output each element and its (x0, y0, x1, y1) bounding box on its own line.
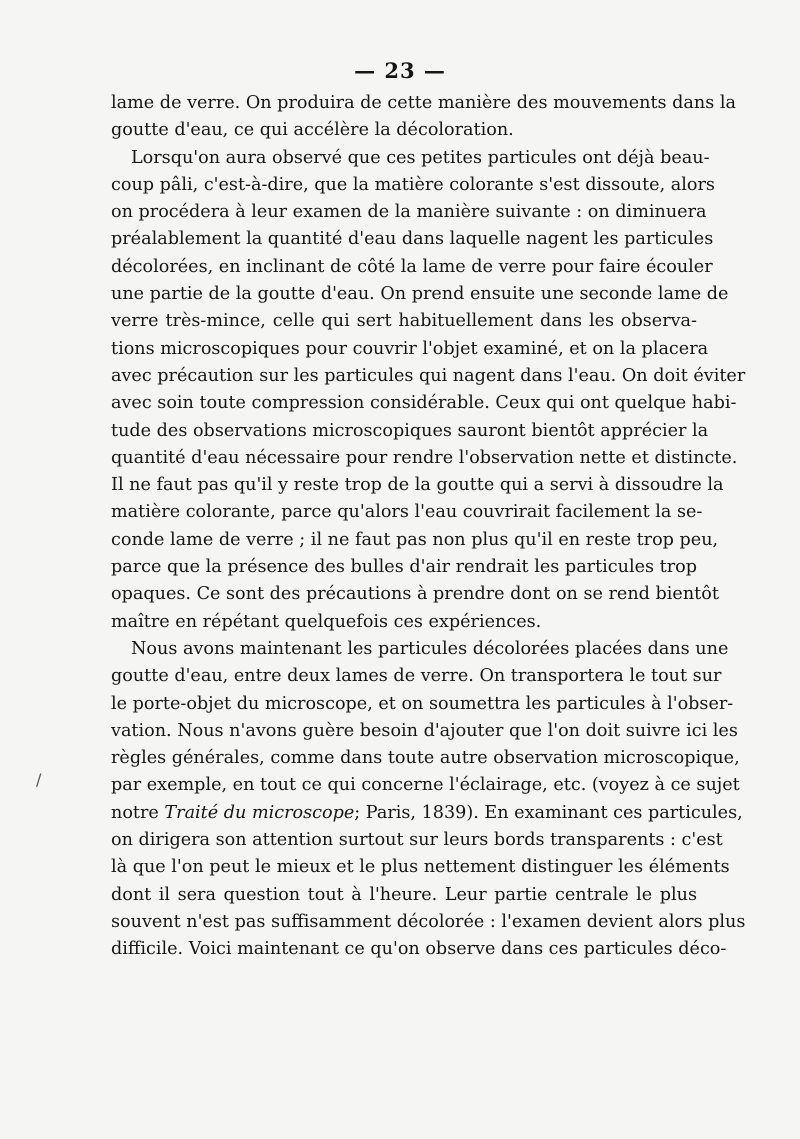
text-line: goutte d'eau, ce qui accélère la décoloration. (111, 120, 514, 141)
text-line: matière colorante, parce qu'alors l'eau couvrirait facilement la se- (111, 502, 703, 523)
text-line: coup pâli, c'est-à-dire, que la matière colorante s'est dissoute, alors (111, 174, 715, 195)
text-line: par exemple, en tout ce qui concerne l'éclairage, etc. (voyez à ce sujet (111, 775, 740, 796)
text-line: vation. Nous n'avons guère besoin d'ajouter que l'on doit suivre ici les (111, 720, 738, 741)
text-line: verre très-mince, celle qui sert habituellement dans les observa- (111, 311, 697, 332)
text-line: tions microscopiques pour couvrir l'objet examiné, et on la placera (111, 338, 709, 359)
body-text (111, 90, 746, 964)
text-line: souvent n'est pas suffisamment décolorée : l'examen devient alors plus (111, 911, 746, 932)
text-line: avec précaution sur les particules qui nagent dans l'eau. On doit éviter (111, 365, 746, 386)
text-line: on dirigera son attention surtout sur leurs bords transparents : c'est (111, 830, 723, 851)
page-number: — 23 — (354, 58, 446, 83)
text-line: maître en répétant quelquefois ces expériences. (111, 611, 542, 632)
text-line: Lorsqu'on aura observé que ces petites particules ont déjà beau- (131, 147, 710, 168)
text-line: dont il sera question tout à l'heure. Leur partie centrale le plus (111, 884, 697, 905)
text-line: tude des observations microscopiques sauront bientôt apprécier la (111, 420, 709, 441)
text-line: Nous avons maintenant les particules décolorées placées dans une (131, 638, 729, 659)
text-line: règles générales, comme dans toute autre observation microscopique, (111, 748, 740, 769)
text-line: lame de verre. On produira de cette manière des mouvements dans la (111, 93, 736, 113)
text-line: Il ne faut pas qu'il y reste trop de la goutte qui a servi à dissoudre la (111, 475, 724, 496)
text-line: goutte d'eau, entre deux lames de verre. On transportera le tout sur (111, 666, 722, 687)
text-line: notre Traité du microscope; Paris, 1839). En examinant ces particules, (111, 802, 743, 823)
text-line: opaques. Ce sont des précautions à prendre dont on se rend bientôt (111, 584, 719, 605)
text-line: avec soin toute compression considérable. Ceux qui ont quelque habi- (111, 393, 737, 414)
text-line: conde lame de verre ; il ne faut pas non plus qu'il en reste trop peu, (111, 529, 719, 550)
text-line: le porte-objet du microscope, et on soumettra les particules à l'obser- (111, 693, 734, 714)
text-line: parce que la présence des bulles d'air rendrait les particules trop (111, 557, 697, 578)
margin-mark: / (36, 770, 42, 789)
text-line: là que l'on peut le mieux et le plus nettement distinguer les éléments (111, 857, 730, 878)
text-line: décolorées, en inclinant de côté la lame de verre pour faire écouler (111, 256, 713, 277)
text-line: une partie de la goutte d'eau. On prend ensuite une seconde lame de (111, 284, 729, 305)
text-line: préalablement la quantité d'eau dans laquelle nagent les particules (111, 229, 714, 250)
book-title-italic: Traité du microscope (164, 802, 355, 823)
text-line: difficile. Voici maintenant ce qu'on observe dans ces particules déco- (111, 939, 727, 960)
text-line: quantité d'eau nécessaire pour rendre l'observation nette et distincte. (111, 447, 738, 468)
text-line: on procédera à leur examen de la manière suivante : on diminuera (111, 202, 707, 223)
